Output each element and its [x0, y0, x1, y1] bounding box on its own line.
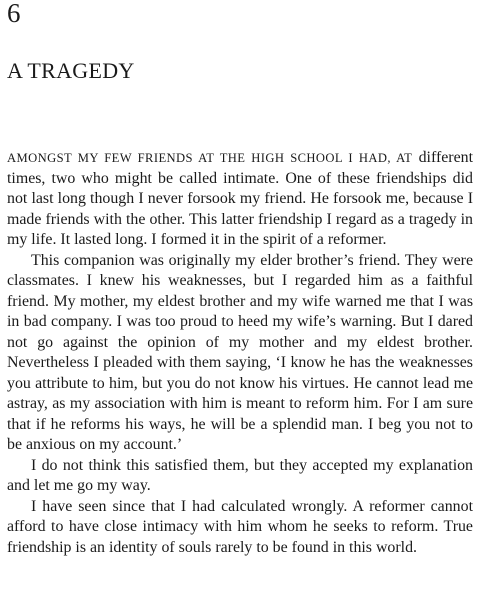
paragraph-1	[7, 148, 473, 251]
chapter-title: A TRAGEDY	[7, 58, 135, 83]
lead-in-small-caps: AMONGST MY FEW FRIENDS AT THE HIGH SCHOOL I HAD, AT	[7, 151, 413, 165]
paragraph-4: I have seen since that I had calculated wrongly. A reformer cannot afford to have close intimacy with him whom he seeks to reform. True friendship is an identity of souls rarely to be found in this world.	[7, 497, 473, 556]
paragraph-2: This companion was originally my elder brother’s friend. They were classmates. I knew his weaknesses, but I regarded him as a faithful friend. My mother, my eldest brother and my wife warned me that I was in bad company. I was too proud to heed my wife’s warning. But I dared not go against the opinion of my mother and my eldest brother. Nevertheless I pleaded with them saying, ‘I know he has the weaknesses you attribute to him, but you do not know his virtues. He cannot lead me astray, as my association with him is meant to reform him. For I am sure that if he reforms his ways, he will be a splendid man. I beg you not to be anxious on my account.’	[7, 251, 473, 453]
book-page	[7, 0, 473, 558]
paragraph-3: I do not think this satisfied them, but they accepted my explanation and let me go my way.	[7, 456, 473, 494]
chapter-number: 6	[7, 0, 21, 28]
chapter-body	[7, 148, 473, 558]
paragraph-1-text: different times, two who might be called intimate. One of these friendships did not last long though I never forsook my friend. He forsook me, because I made friends with the other. This latter friendship I regard as a tragedy in my life. It lasted long. I formed it in the spirit of a reformer.	[7, 149, 473, 248]
